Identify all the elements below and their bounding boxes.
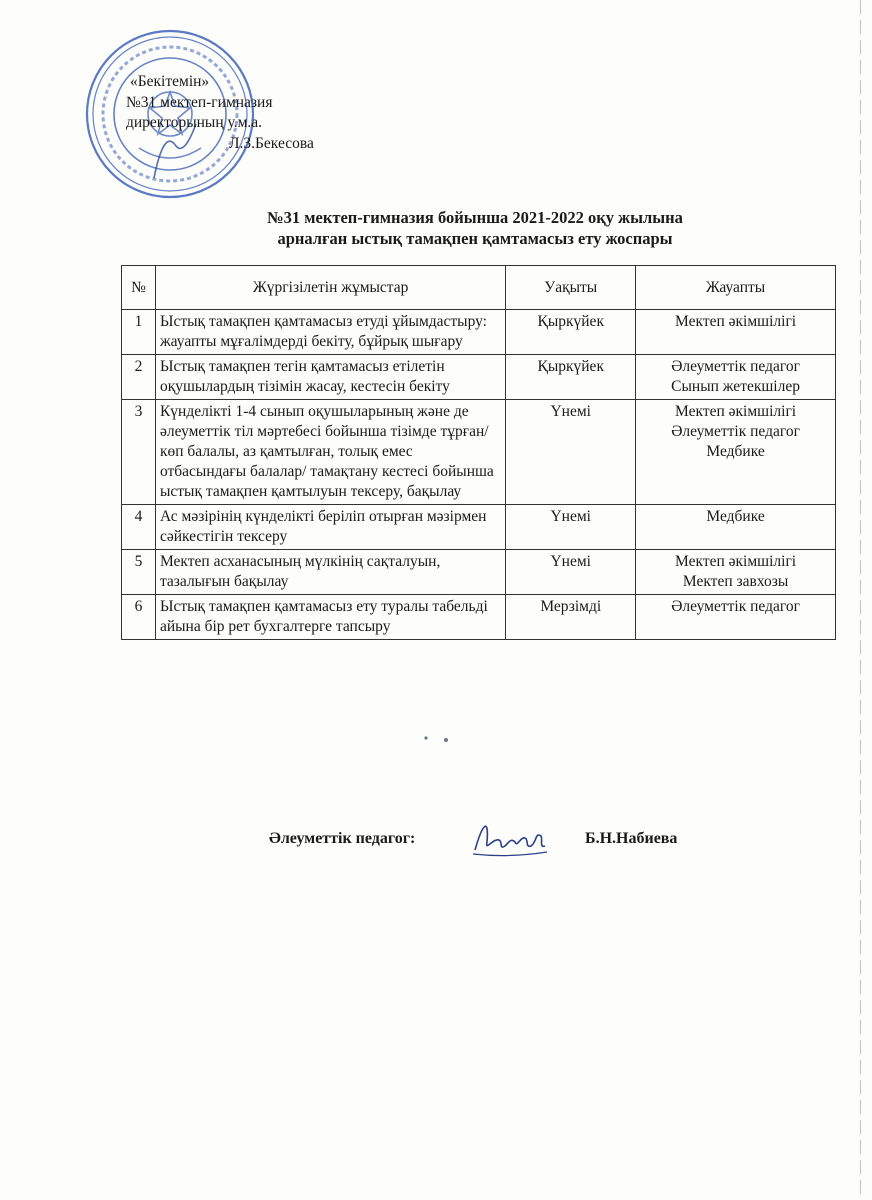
responsible-line: Әлеуметтік педагог	[671, 598, 800, 615]
responsible-line: Мектеп әкімшілігі	[675, 403, 797, 420]
signature-name: Б.Н.Набиева	[585, 830, 678, 847]
row-work: Ыстық тамақпен тегін қамтамасыз етілетін оқушылардың тізімін жасау, кестесін бекіту	[155, 355, 505, 400]
row-responsible	[636, 355, 836, 400]
row-num: 4	[122, 505, 156, 550]
title-line-2: арналған ыстық тамақпен қамтамасыз ету жоспары	[277, 229, 673, 248]
header-num: №	[122, 266, 156, 310]
row-num: 2	[122, 355, 156, 400]
signature-block	[269, 826, 749, 866]
plan-table	[121, 265, 836, 640]
row-num: 1	[122, 310, 156, 355]
row-time: Үнемі	[506, 550, 636, 595]
row-work: Ас мәзірінің күнделікті беріліп отырған мәзірмен сәйкестігін тексеру	[155, 505, 505, 550]
row-time: Қыркүйек	[506, 355, 636, 400]
responsible-line: Мектеп әкімшілігі	[675, 313, 797, 330]
approval-position: директорының у.м.а.	[126, 114, 263, 131]
responsible-line: Сынып жетекшілер	[671, 378, 800, 395]
row-num: 6	[122, 595, 156, 640]
scan-edge-line	[859, 0, 862, 1200]
responsible-line: Мектеп әкімшілігі	[675, 553, 797, 570]
table-row	[122, 595, 836, 640]
row-responsible	[636, 595, 836, 640]
row-responsible	[636, 550, 836, 595]
row-responsible	[636, 505, 836, 550]
row-responsible	[636, 310, 836, 355]
approval-heading: «Бекітемін»	[130, 73, 210, 90]
handwritten-signature	[469, 812, 549, 862]
header-work: Жүргізілетін жұмыстар	[155, 266, 505, 310]
responsible-line: Медбике	[706, 443, 765, 460]
row-responsible	[636, 400, 836, 505]
responsible-line: Медбике	[706, 508, 765, 525]
row-time: Үнемі	[506, 505, 636, 550]
table-row	[122, 355, 836, 400]
table-row	[122, 400, 836, 505]
row-time: Мерзімді	[506, 595, 636, 640]
table-row	[122, 310, 836, 355]
approval-director-name: Л.З.Бекесова	[229, 134, 314, 152]
responsible-line: Мектеп завхозы	[682, 573, 789, 590]
row-work: Ыстық тамақпен қамтамасыз етуді ұйымдастыру: жауапты мұғалімдерді бекіту, бұйрық шығару	[155, 310, 505, 355]
responsible-line: Әлеуметтік педагог	[671, 358, 800, 375]
approval-school: №31 мектеп-гимназия	[126, 93, 273, 111]
document-title	[0, 207, 872, 249]
header-time: Уақыты	[506, 266, 636, 310]
row-time: Қыркүйек	[506, 310, 636, 355]
row-work: Ыстық тамақпен қамтамасыз ету туралы табельді айына бір рет бухгалтерге тапсыру	[155, 595, 505, 640]
row-num: 5	[122, 550, 156, 595]
approval-block	[126, 72, 314, 154]
row-time: Үнемі	[506, 400, 636, 505]
header-responsible: Жауапты	[636, 266, 836, 310]
row-num: 3	[122, 400, 156, 505]
title-line-1: №31 мектеп-гимназия бойынша 2021-2022 оқу жылына	[267, 208, 683, 227]
responsible-line: Әлеуметтік педагог	[671, 423, 800, 440]
row-work: Күнделікті 1-4 сынып оқушыларының және де әлеуметтік тіл мәртебесі бойынша тізімде тұрған/көп балалы, аз қамтылған, толық емес отбасындағы балалар/ тамақтану кестесі бойынша ыстық тамақпен қамтылуын тексеру, бақылау	[155, 400, 505, 505]
row-work: Мектеп асханасының мүлкінің сақталуын, тазалығын бақылау	[155, 550, 505, 595]
table-row	[122, 550, 836, 595]
scan-speckles	[422, 732, 452, 746]
table-header-row	[122, 266, 836, 310]
signature-role: Әлеуметтік педагог:	[269, 830, 416, 847]
table-body	[122, 310, 836, 640]
table-row	[122, 505, 836, 550]
